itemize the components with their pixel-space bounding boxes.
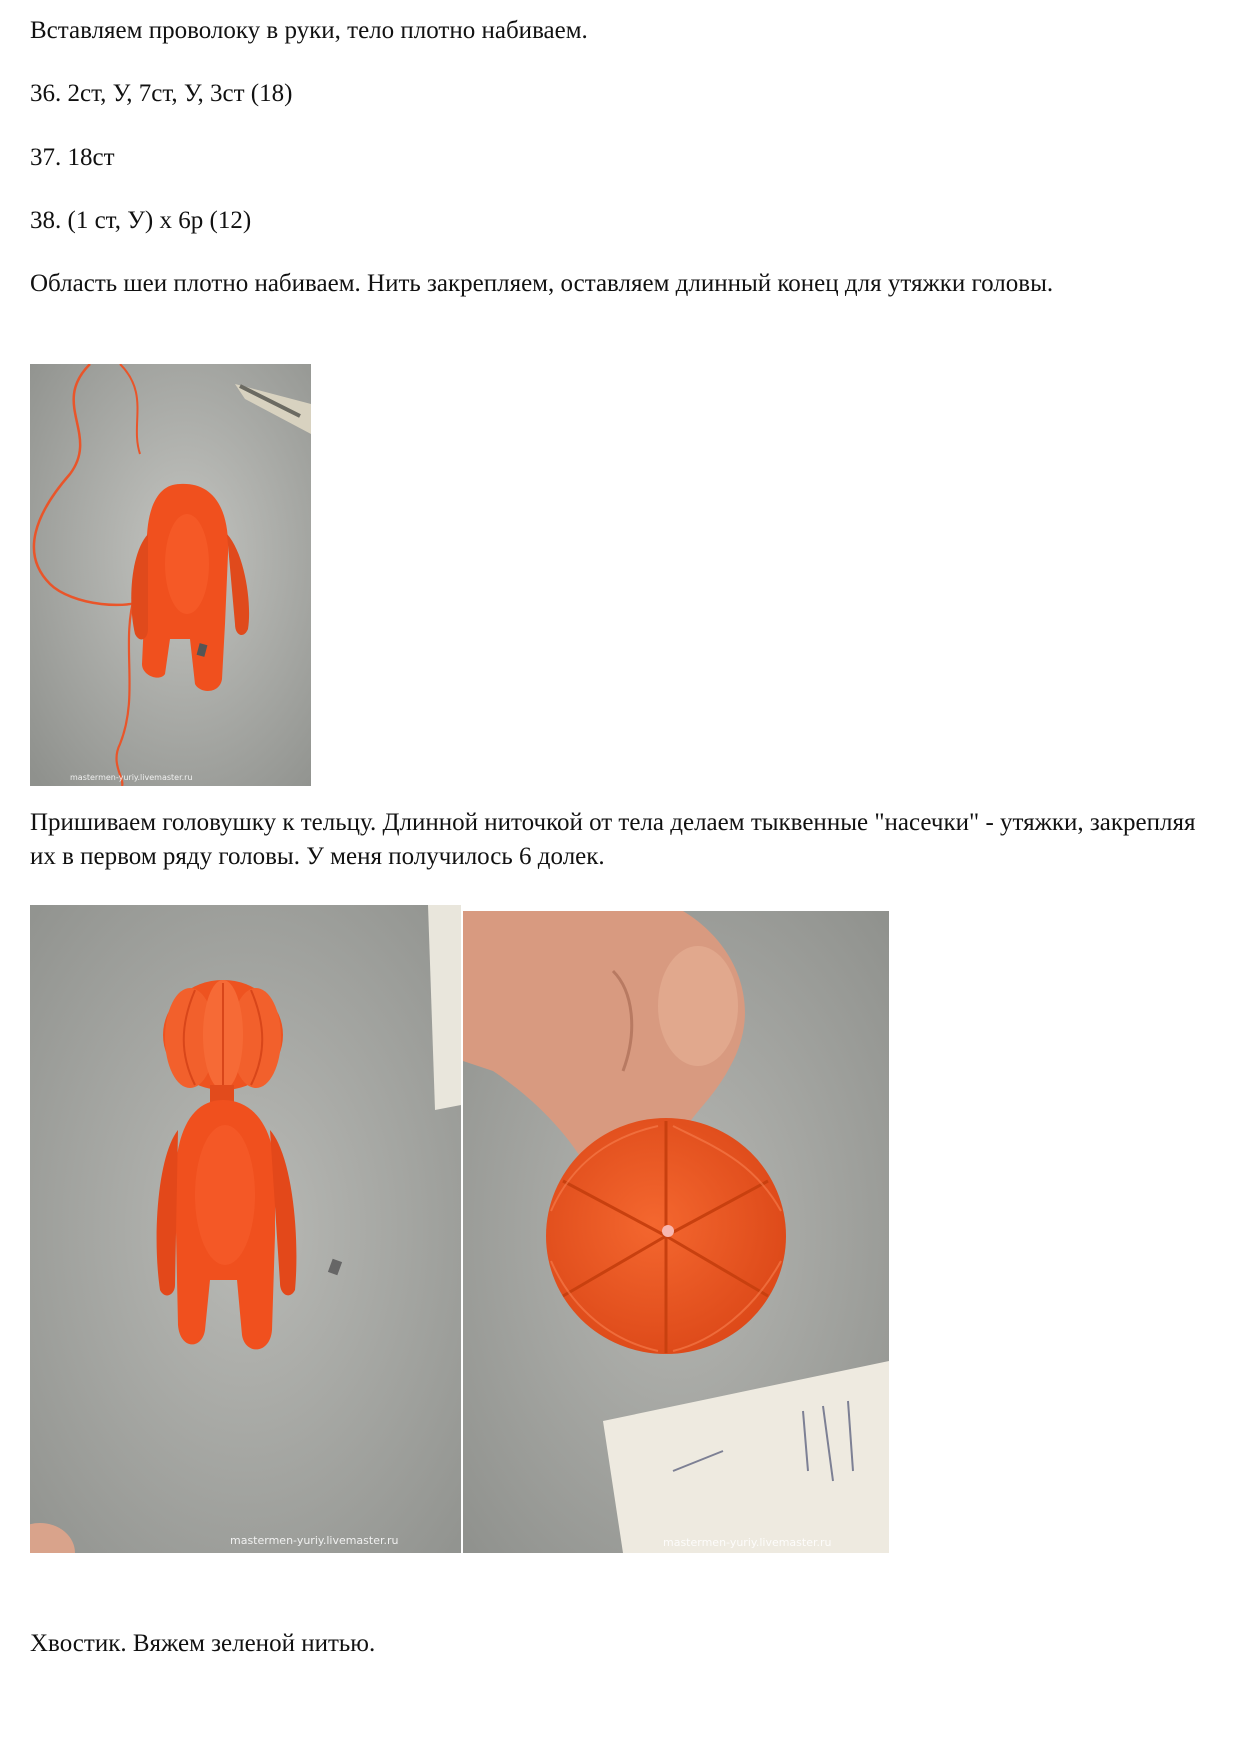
row-37: 37. 18ст bbox=[30, 144, 115, 171]
watermark: mastermen-yuriy.livemaster.ru bbox=[70, 773, 193, 782]
paragraph-stuffing: Вставляем проволоку в руки, тело плотно набиваем. bbox=[30, 17, 588, 44]
watermark: mastermen-yuriy.livemaster.ru bbox=[663, 1536, 832, 1549]
photo-body-stuffed bbox=[30, 364, 311, 786]
row-38: 38. (1 ст, У) х 6р (12) bbox=[30, 207, 252, 234]
paragraph-head: Пришиваем головушку к тельцу. Длинной ниточкой от тела делаем тыквенные "насечки" - утяжки, закрепляя их в первом ряду головы. У меня получилось 6 долек. bbox=[30, 809, 1196, 870]
photo-pumpkin-head bbox=[463, 911, 889, 1553]
watermark: mastermen-yuriy.livemaster.ru bbox=[230, 1534, 399, 1547]
paragraph-neck: Область шеи плотно набиваем. Нить закрепляем, оставляем длинный конец для утяжки головы. bbox=[30, 270, 1054, 297]
photo-toy-with-head bbox=[30, 905, 461, 1553]
row-36: 36. 2ст, У, 7ст, У, 3ст (18) bbox=[30, 80, 293, 107]
paragraph-tail: Хвостик. Вяжем зеленой нитью. bbox=[30, 1630, 376, 1657]
